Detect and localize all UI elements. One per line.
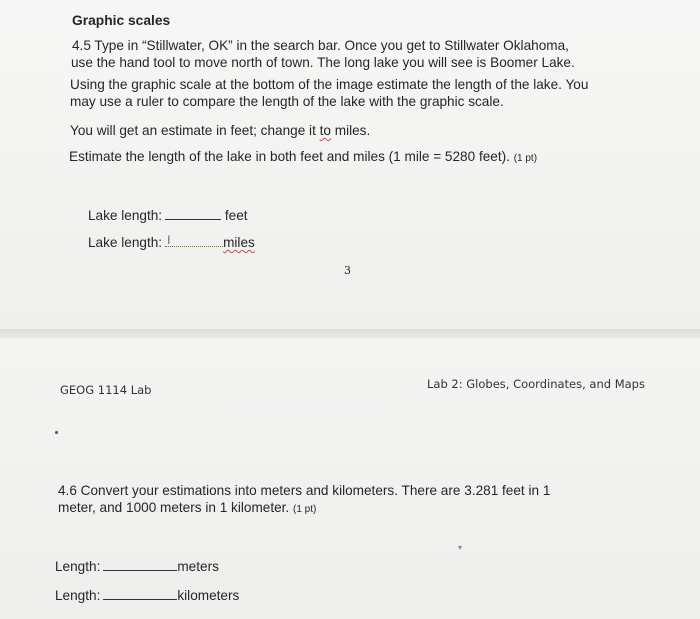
lake-length-miles-label: Lake length:	[88, 235, 163, 250]
estimate-instruction	[69, 148, 537, 167]
lake-length-miles-blank[interactable]	[165, 235, 223, 247]
question-4-6-line-2-text: meter, and 1000 meters in 1 kilometer.	[58, 500, 290, 515]
text-cursor-icon: I	[167, 233, 171, 247]
convert-suffix: miles.	[330, 123, 371, 138]
length-meters-unit: meters	[177, 559, 219, 574]
lake-length-feet-row	[88, 207, 248, 224]
question-4-5-line-2: use the hand tool to move north of town. The long lake you will see is Boomer Lake.	[71, 55, 575, 70]
scale-instruction-line-2: may use a ruler to compare the length of the lake with the graphic scale.	[70, 94, 504, 109]
scale-instruction-line-1: Using the graphic scale at the bottom of the image estimate the length of the lake. You	[70, 77, 589, 92]
footer-lab-title: Lab 2: Globes, Coordinates, and Maps	[427, 377, 645, 391]
length-meters-row	[55, 558, 219, 575]
lake-length-miles-row	[88, 234, 255, 251]
question-4-5-line-1: 4.5 Type in “Stillwater, OK” in the search bar. Once you get to Stillwater Oklahoma,	[72, 38, 569, 53]
estimate-points: (1 pt)	[513, 153, 538, 164]
question-4-6-line-2	[58, 499, 316, 518]
length-meters-label: Length:	[55, 559, 101, 574]
convert-prefix: You will get an estimate in feet; change it	[70, 123, 320, 138]
lake-length-feet-unit: feet	[224, 208, 248, 223]
length-kilometers-row	[55, 587, 239, 604]
stray-dot	[55, 431, 58, 434]
footer-course: GEOG 1114 Lab	[60, 383, 152, 397]
length-kilometers-label: Length:	[55, 588, 101, 603]
convert-instruction	[70, 122, 370, 139]
convert-word-misspelled: to	[319, 123, 331, 138]
length-meters-blank[interactable]	[103, 559, 177, 571]
lake-length-miles-unit: miles	[223, 235, 255, 250]
section-heading: Graphic scales	[72, 13, 171, 28]
stray-mark: ▾	[458, 543, 463, 552]
question-4-6-points: (1 pt)	[293, 504, 317, 515]
length-kilometers-unit: kilometers	[177, 588, 240, 603]
estimate-text: Estimate the length of the lake in both feet and miles (1 mile = 5280 feet).	[69, 149, 510, 164]
question-4-6-line-1: 4.6 Convert your estimations into meters and kilometers. There are 3.281 feet in 1	[58, 483, 551, 498]
lake-length-feet-blank[interactable]	[165, 208, 221, 220]
lake-length-feet-label: Lake length:	[88, 208, 163, 223]
length-kilometers-blank[interactable]	[103, 588, 177, 600]
page-number: 3	[344, 264, 351, 277]
